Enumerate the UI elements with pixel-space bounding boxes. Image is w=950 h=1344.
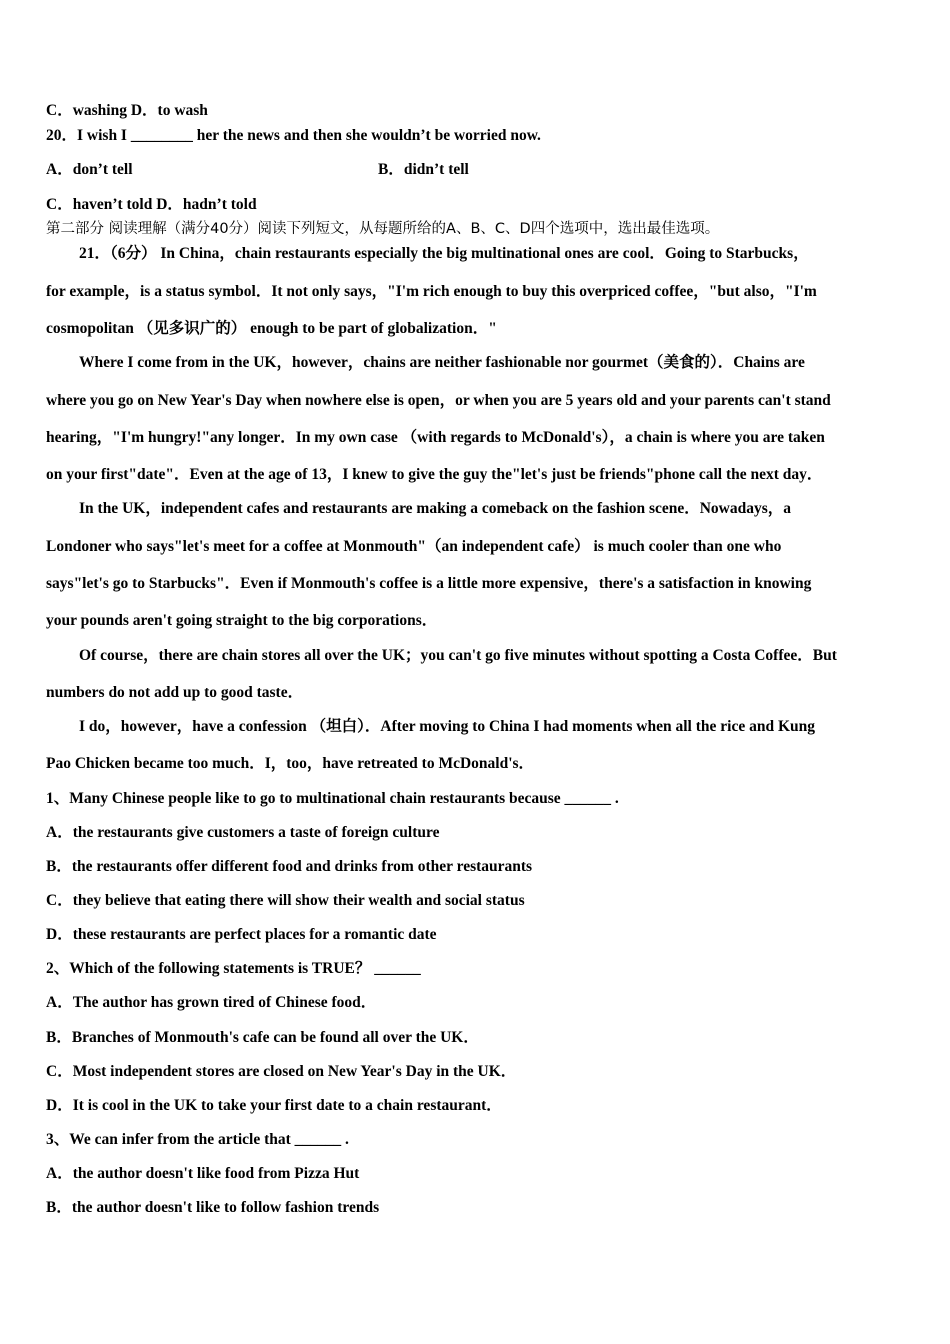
q2-option-c: C．Most independent stores are closed on New Year's Day in the UK．: [46, 1063, 517, 1080]
passage-line: for example，is a status symbol．It not only says，"I'm rich enough to buy this overpriced coffee，"but also，"I'm: [46, 283, 817, 300]
q1-option-d: D．these restaurants are perfect places for a romantic date: [46, 926, 437, 943]
passage-line: where you go on New Year's Day when nowhere else is open，or when you are 5 years old and your parents can't stand: [46, 392, 831, 409]
q1-option-c: C．they believe that eating there will show their wealth and social status: [46, 892, 525, 909]
question-3: 3、We can infer from the article that ______ .: [46, 1131, 349, 1148]
passage-line: hearing，"I'm hungry!"any longer．In my own case （with regards to McDonald's），a chain is where you are taken: [46, 429, 825, 446]
q2-option-b: B．Branches of Monmouth's cafe can be found all over the UK．: [46, 1029, 479, 1046]
q1-option-a: A．the restaurants give customers a taste of foreign culture: [46, 824, 440, 841]
option-line-c-d-20: C．haven’t told D．hadn’t told: [46, 196, 257, 213]
option-b: B．didn’t tell: [378, 161, 469, 178]
passage-line: cosmopolitan （见多识广的） enough to be part of globalization．": [46, 320, 497, 337]
passage-line: Of course，there are chain stores all over the UK；you can't go five minutes without spotting a Costa Coffee．But: [79, 647, 837, 664]
option-line-c-d: C．washing D．to wash: [46, 102, 208, 119]
option-a: A．don’t tell: [46, 161, 133, 178]
passage-line: numbers do not add up to good taste．: [46, 684, 304, 701]
passage-line: Londoner who says"let's meet for a coffee at Monmouth"（an independent cafe） is much cooler than one who: [46, 538, 782, 555]
passage-line: Pao Chicken became too much．I，too，have retreated to McDonald's．: [46, 755, 535, 772]
question-1: 1、Many Chinese people like to go to multinational chain restaurants because ______ .: [46, 790, 619, 807]
passage-line: your pounds aren't going straight to the big corporations．: [46, 612, 438, 629]
passage-line: In the UK，independent cafes and restaurants are making a comeback on the fashion scene．Nowadays，a: [79, 500, 792, 517]
passage-line: 21．（6分） In China，chain restaurants especially the big multinational ones are cool．Going to Starbucks，: [79, 245, 809, 262]
passage-line: says"let's go to Starbucks"．Even if Monmouth's coffee is a little more expensive，there's a satisfaction in knowing: [46, 575, 812, 592]
q3-option-a: A．the author doesn't like food from Pizza Hut: [46, 1165, 360, 1182]
q2-option-a: A．The author has grown tired of Chinese food．: [46, 994, 377, 1011]
section-heading: 第二部分 阅读理解（满分40分）阅读下列短文，从每题所给的A、B、C、D四个选项中，选出最佳选项。: [46, 221, 720, 237]
q1-option-b: B．the restaurants offer different food and drinks from other restaurants: [46, 858, 533, 875]
passage-line: on your first"date"．Even at the age of 13，I knew to give the guy the"let's just be friends"phone call the next day．: [46, 466, 823, 483]
q3-option-b: B．the author doesn't like to follow fashion trends: [46, 1199, 380, 1216]
question-2: 2、Which of the following statements is TRUE？ ______: [46, 960, 421, 977]
passage-line: I do，however，have a confession （坦白）．After moving to China I had moments when all the rice and Kung: [79, 718, 815, 735]
q2-option-d: D．It is cool in the UK to take your first date to a chain restaurant．: [46, 1097, 502, 1114]
passage-line: Where I come from in the UK，however，chains are neither fashionable nor gourmet（美食的）．Chains are: [79, 354, 805, 371]
question-20: 20．I wish I ________ her the news and then she wouldn’t be worried now.: [46, 127, 541, 144]
